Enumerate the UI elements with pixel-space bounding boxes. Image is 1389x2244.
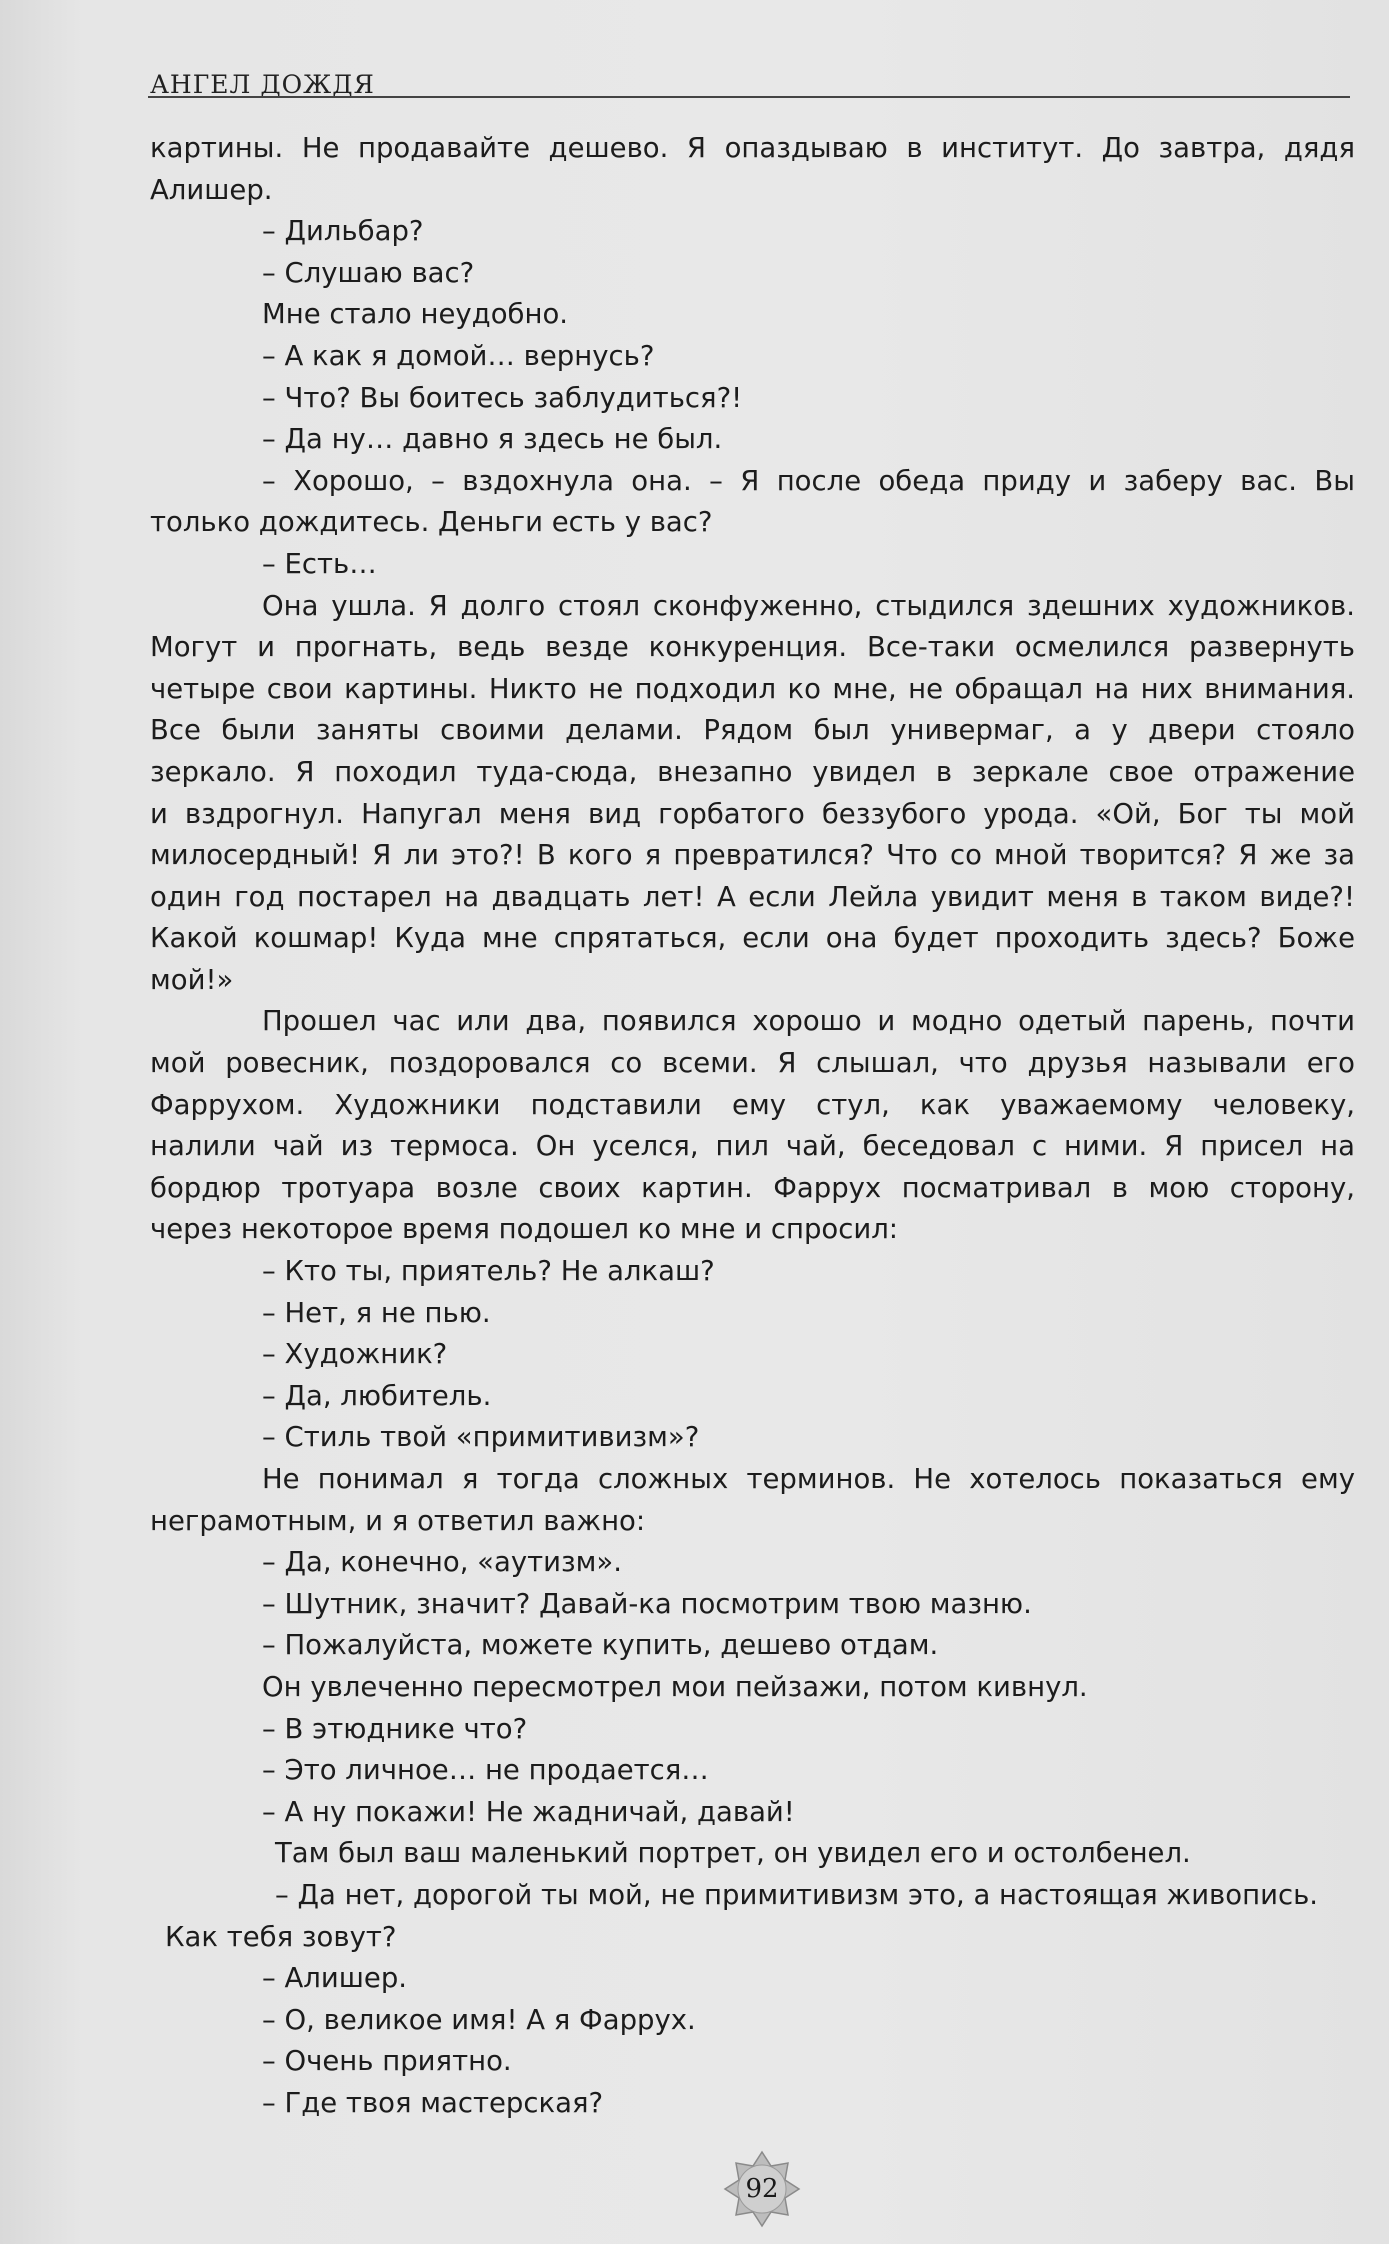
text-line: – Что? Вы боитесь заблудиться?! <box>262 381 743 414</box>
text-line: бордюр тротуара возле своих картин. Фаррух посматривал в мою сторону, <box>150 1171 1355 1204</box>
text-line: Все были заняты своими делами. Рядом был универмаг, а у двери стояло <box>150 714 1355 747</box>
text-line: – Дильбар? <box>262 215 424 248</box>
text-line: и вздрогнул. Напугал меня вид горбатого беззубого урода. «Ой, Бог ты мой <box>150 797 1355 830</box>
text-line: Не понимал я тогда сложных терминов. Не хотелось показаться ему <box>262 1463 1355 1495</box>
text-line: – Это личное… не продается… <box>262 1754 709 1787</box>
text-line: один год постарел на двадцать лет! А если Лейла увидит меня в таком виде?! <box>150 880 1355 913</box>
text-line: четыре свои картины. Никто не подходил ко мне, не обращал на них внимания. <box>150 672 1355 705</box>
text-line: неграмотным, и я ответил важно: <box>150 1504 646 1537</box>
text-line: через некоторое время подошел ко мне и спросил: <box>150 1213 899 1246</box>
text-line: – А как я домой… вернусь? <box>262 339 655 372</box>
text-line: – Шутник, значит? Давай-ка посмотрим твою мазню. <box>262 1587 1032 1620</box>
text-line: – Очень приятно. <box>262 2045 512 2078</box>
text-line: – Стиль твой «примитивизм»? <box>262 1421 700 1454</box>
text-line: мой!» <box>150 963 234 996</box>
text-line: Фаррухом. Художники подставили ему стул, как уважаемому человеку, <box>150 1088 1355 1121</box>
text-line: – Пожалуйста, можете купить, дешево отдам. <box>262 1629 939 1662</box>
text-line: – А ну покажи! Не жадничай, давай! <box>262 1795 795 1828</box>
text-line: Какой кошмар! Куда мне спрятаться, если она будет проходить здесь? Боже <box>150 922 1355 955</box>
running-head: АНГЕЛ ДОЖДЯ <box>150 70 375 99</box>
text-line: милосердный! Я ли это?! В кого я превратился? Что со мной творится? Я же за <box>150 839 1355 872</box>
text-line: – В этюднике что? <box>262 1712 528 1745</box>
text-line: картины. Не продавайте дешево. Я опаздываю в институт. До завтра, дядя <box>150 132 1355 164</box>
text-line: – Да нет, дорогой ты мой, не примитивизм это, а настоящая живопись. <box>275 1878 1319 1911</box>
text-line: Могут и прогнать, ведь везде конкуренция. Все-таки осмелился развернуть <box>150 631 1355 664</box>
text-line: зеркало. Я походил туда-сюда, внезапно увидел в зеркале свое отражение <box>150 755 1355 788</box>
text-line: – О, великое имя! А я Фаррух. <box>262 2003 696 2036</box>
text-line: – Кто ты, приятель? Не алкаш? <box>262 1255 715 1288</box>
text-line: Он увлеченно пересмотрел мои пейзажи, потом кивнул. <box>262 1670 1088 1703</box>
page-number-badge <box>723 2150 801 2228</box>
text-line: мой ровесник, поздоровался со всеми. Я слышал, что друзья называли его <box>150 1047 1355 1080</box>
text-line: Алишер. <box>150 173 273 206</box>
text-line: – Есть… <box>262 547 377 580</box>
text-line: – Да ну… давно я здесь не был. <box>262 423 723 456</box>
text-line: Прошел час или два, появился хорошо и модно одетый парень, почти <box>262 1005 1355 1038</box>
text-line: Там был ваш маленький портрет, он увидел его и остолбенел. <box>275 1837 1191 1870</box>
body-text <box>150 128 1355 2125</box>
text-line: Как тебя зовут? <box>165 1920 397 1953</box>
text-line: – Где твоя мастерская? <box>262 2086 604 2119</box>
text-line: – Слушаю вас? <box>262 256 475 289</box>
text-line: Мне стало неудобно. <box>262 298 569 331</box>
text-line: – Нет, я не пью. <box>262 1296 491 1329</box>
page-number: 92 <box>745 2174 779 2204</box>
text-line: налили чай из термоса. Он уселся, пил чай, беседовал с ними. Я присел на <box>150 1130 1355 1163</box>
text-line: – Художник? <box>262 1338 448 1371</box>
text-line: только дождитесь. Деньги есть у вас? <box>150 506 713 539</box>
text-line: – Да, конечно, «аутизм». <box>262 1546 622 1579</box>
text-line: – Да, любитель. <box>262 1379 492 1412</box>
text-line: – Хорошо, – вздохнула она. – Я после обеда приду и заберу вас. Вы <box>262 464 1355 497</box>
text-line: – Алишер. <box>262 1962 408 1995</box>
header-rule <box>148 96 1350 98</box>
text-line: Она ушла. Я долго стоял сконфуженно, стыдился здешних художников. <box>262 589 1355 622</box>
